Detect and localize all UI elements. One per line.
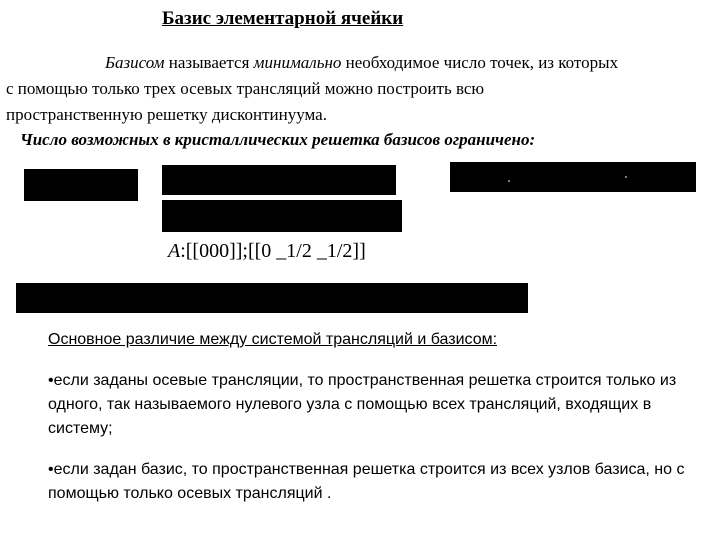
definition-line-3: пространственную решетку дисконтинуума. — [6, 105, 327, 124]
bullet-translations: •если заданы осевые трансляции, то пространственная решетка строится только из одного, так называемого нулевого узла с помощью всех трансляций, входящих в систему; — [48, 372, 677, 437]
bullet-basis: •если задан базис, то пространственная решетка строится из всех узлов базиса, но с помощью только осевых трансляций . — [48, 461, 685, 502]
definition-text-b: необходимое число точек, из которых — [341, 53, 619, 72]
basis-count-statement: Число возможных в кристаллических решетка базисов ограничено: — [20, 130, 536, 149]
redacted-block-3 — [450, 162, 696, 192]
definition-line-1 — [6, 50, 706, 76]
redacted-block-2 — [162, 165, 396, 195]
definition-emphasis: минимально — [253, 53, 342, 72]
artifact-dot — [508, 180, 510, 182]
redacted-block-5 — [16, 283, 528, 313]
artifact-dot — [625, 176, 627, 178]
definition-term: Базисом — [105, 53, 165, 72]
difference-section — [48, 328, 708, 506]
difference-heading: Основное различие между системой трансляций и базисом: — [48, 331, 498, 348]
definition-text-a: называется — [164, 53, 254, 72]
redacted-block-1 — [24, 169, 138, 201]
basis-formula — [168, 240, 366, 263]
redacted-block-4 — [162, 200, 402, 232]
basis-definition — [6, 50, 706, 128]
formula-coordinates: :[[000]];[[0 _1/2 _1/2]] — [180, 240, 366, 262]
formula-variable: A — [168, 240, 181, 262]
definition-line-2: с помощью только трех осевых трансляций можно построить всю — [6, 79, 485, 98]
page-title: Базис элементарной ячейки — [162, 8, 404, 29]
